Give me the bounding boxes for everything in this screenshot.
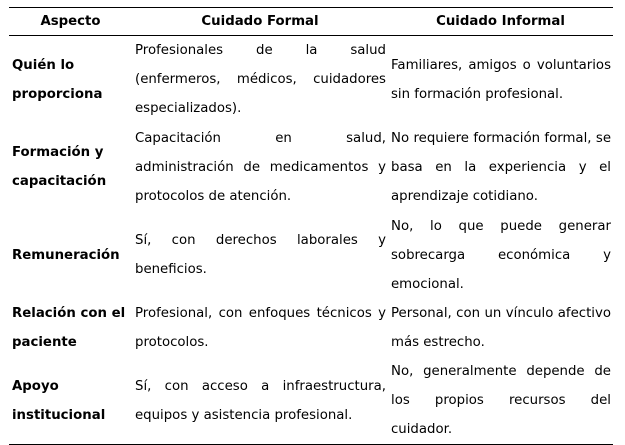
table-row — [9, 36, 613, 124]
table-row — [9, 299, 613, 357]
comparison-table — [9, 7, 613, 445]
table-header — [9, 8, 613, 36]
aspect-cell: Quién lo proporciona — [12, 57, 103, 102]
table-row — [9, 123, 613, 211]
header-cuidado-formal: Cuidado Formal — [132, 8, 388, 36]
formal-cell: Profesionales de la salud (enfermeros, médicos, cuidadores especializados). — [135, 43, 386, 116]
table-body — [9, 36, 613, 445]
table-row — [9, 211, 613, 299]
informal-cell: Personal, con un vínculo afectivo más estrecho. — [391, 306, 611, 350]
aspect-cell: Relación con el paciente — [12, 306, 126, 350]
informal-cell: No, lo que puede generar sobrecarga económica y emocional. — [391, 218, 611, 292]
table-row — [9, 357, 613, 445]
header-aspecto: Aspecto — [9, 8, 132, 36]
informal-cell: No, generalmente depende de los propios recursos del cuidador. — [388, 357, 613, 445]
header-cuidado-informal: Cuidado Informal — [388, 8, 613, 36]
formal-cell: Capacitación en salud, administración de medicamentos y protocolos de atención. — [135, 130, 386, 204]
formal-cell: Sí, con acceso a infraestructura, equipos y asistencia profesional. — [132, 357, 388, 445]
aspect-cell: Formación y capacitación — [12, 145, 107, 189]
formal-cell: Profesional, con enfoques técnicos y protocolos. — [135, 306, 386, 350]
aspect-cell: Apoyo institucional — [9, 357, 132, 445]
formal-cell: Sí, con derechos laborales y beneficios. — [135, 233, 386, 277]
header-row — [9, 8, 613, 36]
informal-cell: No requiere formación formal, se basa en la experiencia y el aprendizaje cotidiano. — [391, 130, 611, 204]
aspect-cell: Remuneración — [12, 247, 120, 263]
informal-cell: Familiares, amigos o voluntarios sin formación profesional. — [391, 57, 611, 102]
